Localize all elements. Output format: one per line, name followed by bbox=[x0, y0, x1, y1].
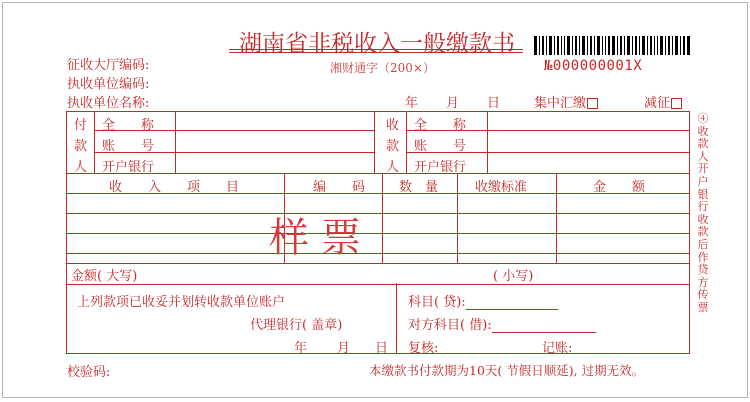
payer-label-1: 付 bbox=[74, 118, 88, 133]
bookkeeper-label: 记账: bbox=[542, 341, 573, 356]
date-day: 日 bbox=[487, 96, 501, 111]
payer-label-3: 人 bbox=[74, 160, 88, 175]
central-collection-label: 集中汇缴 bbox=[534, 96, 587, 111]
payer-name-label: 全 称 bbox=[102, 118, 155, 133]
notice-text: 上列款项已收妥并划转收款单位账户 bbox=[77, 295, 286, 310]
document-code: 湘财通字（200×） bbox=[330, 61, 435, 75]
col-quantity: 数 量 bbox=[399, 180, 439, 195]
agent-bank-label: 代理银行( 盖章) bbox=[250, 318, 343, 333]
bank-section bbox=[66, 283, 690, 354]
title-underline-2 bbox=[229, 52, 523, 53]
date-month: 月 bbox=[446, 96, 460, 111]
payer-label-2: 款 bbox=[74, 139, 88, 154]
central-collection-checkbox[interactable] bbox=[587, 98, 598, 109]
title-underline bbox=[229, 49, 523, 50]
barcode bbox=[534, 36, 690, 55]
payer-bank-label: 开户银行 bbox=[102, 160, 155, 175]
account-debit-label: 对方科目( 借): bbox=[408, 318, 492, 333]
payee-label-3: 人 bbox=[386, 160, 400, 175]
col-income-item: 收 入 项 目 bbox=[109, 180, 240, 195]
date2-day: 日 bbox=[375, 341, 389, 356]
serial-number: №000000001X bbox=[544, 58, 643, 74]
form-title: 湖南省非税收入一般缴款书 bbox=[239, 31, 515, 57]
account-debit bbox=[408, 314, 596, 333]
verify-code-label: 校验码: bbox=[67, 365, 111, 380]
amount-figures-label: ( 小写) bbox=[493, 269, 534, 284]
payer-account-label: 账 号 bbox=[102, 139, 155, 154]
amount-words-label: 金额( 大写) bbox=[71, 269, 138, 284]
col-standard: 收缴标准 bbox=[475, 180, 528, 195]
side-note: ④收款人开户银行收款后作贷方传票 bbox=[697, 112, 709, 314]
account-credit-field[interactable] bbox=[466, 296, 558, 310]
payee-bank-label: 开户银行 bbox=[414, 160, 467, 175]
validity-notice: 本缴款书付款期为10天( 节假日顺延), 过期无效。 bbox=[369, 363, 645, 378]
date2-month: 月 bbox=[337, 341, 351, 356]
col-amount: 金 额 bbox=[593, 180, 646, 195]
sample-stamp: 样票 bbox=[269, 215, 373, 261]
agency-name-label: 执收单位名称: bbox=[67, 96, 150, 111]
reduce-label: 减征 bbox=[644, 96, 671, 111]
reduce-option[interactable] bbox=[644, 92, 682, 111]
account-credit bbox=[408, 291, 558, 310]
date2-year: 年 bbox=[294, 341, 308, 356]
review-label: 复核: bbox=[408, 341, 439, 356]
agency-code-label: 执收单位编码: bbox=[67, 77, 150, 92]
payment-form bbox=[2, 2, 748, 398]
payee-label-1: 收 bbox=[386, 118, 400, 133]
central-collection-option[interactable] bbox=[534, 92, 598, 111]
payment-table bbox=[66, 111, 690, 285]
col-code: 编 码 bbox=[313, 180, 366, 195]
date-year: 年 bbox=[405, 96, 419, 111]
hall-code-label: 征收大厅编码: bbox=[67, 58, 150, 73]
payee-label-2: 款 bbox=[386, 139, 400, 154]
account-credit-label: 科目( 贷): bbox=[408, 295, 466, 310]
payee-account-label: 账 号 bbox=[414, 139, 467, 154]
reduce-checkbox[interactable] bbox=[671, 98, 682, 109]
account-debit-field[interactable] bbox=[492, 319, 596, 333]
payee-name-label: 全 称 bbox=[414, 118, 467, 133]
